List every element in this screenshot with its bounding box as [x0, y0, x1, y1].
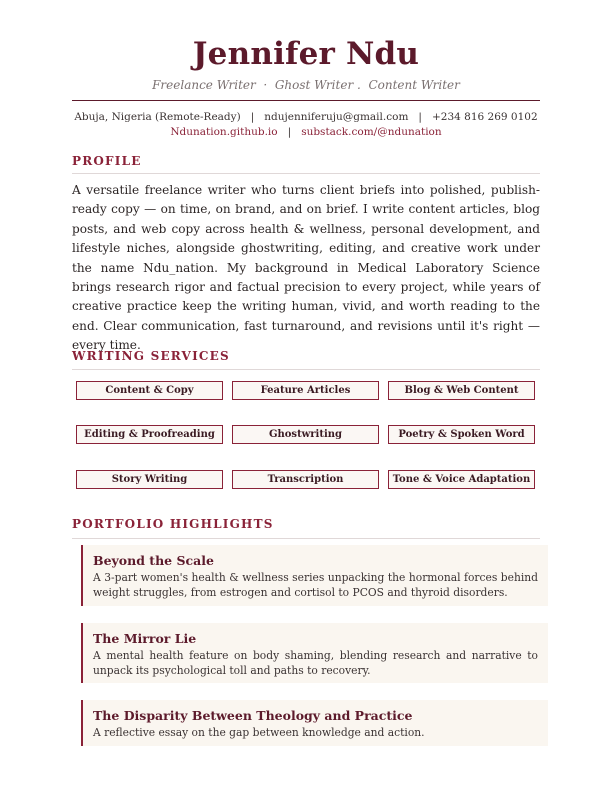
portfolio-link[interactable]: Ndunation.github.io: [170, 126, 278, 138]
contact-separator: |: [418, 111, 422, 123]
service-chip: Feature Articles: [232, 381, 379, 400]
portfolio-title: The Disparity Between Theology and Practice: [93, 708, 413, 723]
services-divider: [72, 369, 540, 370]
header-divider: [72, 100, 540, 101]
portfolio-description: A reflective essay on the gap between knowledge and action.: [93, 726, 425, 739]
contact-separator: |: [250, 111, 255, 123]
service-chip: Editing & Proofreading: [76, 425, 223, 444]
location-text: Abuja, Nigeria (Remote-Ready): [74, 111, 241, 123]
profile-divider: [72, 173, 540, 174]
portfolio-card: [81, 545, 548, 606]
contact-separator: |: [287, 126, 292, 138]
candidate-subtitle: Freelance Writer · Ghost Writer . Content Writer: [152, 78, 460, 92]
service-chip: Poetry & Spoken Word: [388, 425, 535, 444]
profile-text: A versatile freelance writer who turns client briefs into polished, publish-ready copy — on time, on brand, and on brief. I write content articles, blog posts, and web copy across health & wellness, personal development, and lifestyle niches, alongside ghostwriting, editing, and creative work under the name Ndu_nation. My background in Medical Laboratory Science brings research rigor and factual precision to every project, while years of creative practice keep the writing human, vivid, and worth reading to the end. Clear communication, fast turnaround, and revisions until it's right — every time.: [72, 183, 540, 353]
service-chip: Blog & Web Content: [388, 381, 535, 400]
portfolio-description: A mental health feature on body shaming, blending research and narrative to unpack its psychological toll and paths to recovery.: [93, 649, 538, 677]
profile-heading: PROFILE: [72, 154, 142, 168]
services-heading: WRITING SERVICES: [72, 349, 230, 363]
service-chip: Content & Copy: [76, 381, 223, 400]
service-chip: Tone & Voice Adaptation: [388, 470, 535, 489]
portfolio-description: A 3-part women's health & wellness series unpacking the hormonal forces behind weight struggles, from estrogen and cortisol to PCOS and thyroid disorders.: [93, 571, 538, 599]
substack-link[interactable]: substack.com/@ndunation: [301, 126, 442, 138]
phone-text: +234 816 269 0102: [431, 111, 538, 123]
portfolio-card: [81, 623, 548, 683]
contact-line: [0, 111, 612, 123]
portfolio-divider: [72, 538, 540, 539]
service-chip: Transcription: [232, 470, 379, 489]
service-chip: Ghostwriting: [232, 425, 379, 444]
service-chip: Story Writing: [76, 470, 223, 489]
links-line: [0, 126, 612, 138]
portfolio-heading: PORTFOLIO HIGHLIGHTS: [72, 517, 274, 531]
portfolio-card: [81, 700, 548, 746]
candidate-name: Jennifer Ndu: [192, 36, 420, 72]
portfolio-title: Beyond the Scale: [93, 553, 214, 568]
email-text: ndujenniferuju@gmail.com: [264, 111, 409, 123]
portfolio-title: The Mirror Lie: [93, 631, 197, 646]
